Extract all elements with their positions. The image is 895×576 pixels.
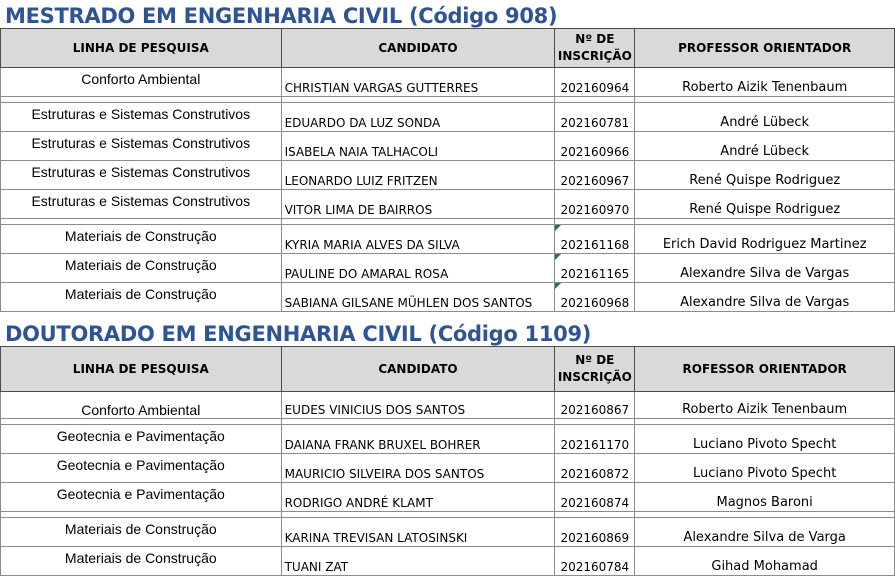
table-row: [1, 518, 895, 547]
cell-candidato: TUANI ZAT: [281, 547, 555, 576]
cell-orientador: Alexandre Silva de Vargas: [635, 283, 895, 312]
table-row: [1, 254, 895, 283]
table-row: [1, 283, 895, 312]
cell-linha: Geotecnia e Pavimentação: [1, 454, 282, 483]
table-row: [1, 103, 895, 132]
header-orientador: ROFESSOR ORIENTADOR: [635, 347, 895, 392]
comment-marker-icon: [555, 225, 561, 231]
header-candidato: CANDIDATO: [281, 347, 555, 392]
cell-candidato: SABIANA GILSANE MÜHLEN DOS SANTOS: [281, 283, 555, 312]
cell-orientador: Roberto Aizik Tenenbaum: [635, 392, 895, 419]
table-header-row: [1, 29, 895, 68]
cell-candidato: CHRISTIAN VARGAS GUTTERRES: [281, 68, 555, 97]
cell-orientador: André Lübeck: [635, 132, 895, 161]
cell-orientador: Alexandre Silva de Varga: [635, 518, 895, 547]
cell-inscricao: 202160967: [555, 161, 635, 190]
cell-inscricao: 202160867: [555, 392, 635, 419]
cell-orientador: Erich David Rodriguez Martinez: [635, 225, 895, 254]
cell-linha: Conforto Ambiental: [1, 68, 282, 97]
table-row: [1, 392, 895, 419]
table-row: [1, 225, 895, 254]
cell-linha: Conforto Ambiental: [1, 392, 282, 419]
cell-orientador: Luciano Pivoto Specht: [635, 425, 895, 454]
cell-linha: Estruturas e Sistemas Construtivos: [1, 190, 282, 219]
table-row: [1, 190, 895, 219]
cell-linha: Geotecnia e Pavimentação: [1, 425, 282, 454]
cell-candidato: EDUARDO DA LUZ SONDA: [281, 103, 555, 132]
cell-inscricao: 202160872: [555, 454, 635, 483]
table-row: [1, 132, 895, 161]
cell-linha: Estruturas e Sistemas Construtivos: [1, 103, 282, 132]
cell-linha: Materiais de Construção: [1, 225, 282, 254]
cell-inscricao: 202160964: [555, 68, 635, 97]
table-row: [1, 547, 895, 576]
comment-marker-icon: [555, 283, 561, 289]
cell-inscricao: 202160784: [555, 547, 635, 576]
cell-candidato: PAULINE DO AMARAL ROSA: [281, 254, 555, 283]
doutorado-table: [0, 346, 895, 576]
doutorado-title: DOUTORADO EM ENGENHARIA CIVIL (Código 1109): [5, 322, 592, 346]
header-linha: LINHA DE PESQUISA: [1, 29, 282, 68]
header-inscricao: Nº DE INSCRIÇÃO: [555, 29, 635, 68]
cell-orientador: Roberto Aizik Tenenbaum: [635, 68, 895, 97]
table-row: [1, 161, 895, 190]
cell-inscricao: 202160874: [555, 483, 635, 512]
cell-inscricao: 202161165: [555, 254, 635, 283]
cell-linha: Estruturas e Sistemas Construtivos: [1, 132, 282, 161]
cell-linha: Estruturas e Sistemas Construtivos: [1, 161, 282, 190]
comment-marker-icon: [555, 254, 561, 260]
cell-linha: Geotecnia e Pavimentação: [1, 483, 282, 512]
mestrado-title: MESTRADO EM ENGENHARIA CIVIL (Código 908): [5, 4, 558, 28]
cell-orientador: André Lübeck: [635, 103, 895, 132]
table-row: [1, 454, 895, 483]
header-candidato: CANDIDATO: [281, 29, 555, 68]
cell-inscricao: 202161168: [555, 225, 635, 254]
cell-candidato: KYRIA MARIA ALVES DA SILVA: [281, 225, 555, 254]
cell-inscricao: 202160869: [555, 518, 635, 547]
cell-candidato: DAIANA FRANK BRUXEL BOHRER: [281, 425, 555, 454]
mestrado-table: [0, 28, 895, 312]
cell-inscricao: 202160970: [555, 190, 635, 219]
cell-inscricao: 202160781: [555, 103, 635, 132]
cell-orientador: Luciano Pivoto Specht: [635, 454, 895, 483]
cell-orientador: Gihad Mohamad: [635, 547, 895, 576]
header-orientador: PROFESSOR ORIENTADOR: [635, 29, 895, 68]
cell-candidato: KARINA TREVISAN LATOSINSKI: [281, 518, 555, 547]
header-linha: LINHA DE PESQUISA: [1, 347, 282, 392]
cell-candidato: EUDES VINICIUS DOS SANTOS: [281, 392, 555, 419]
table-row: [1, 483, 895, 512]
table-row: [1, 68, 895, 97]
cell-candidato: MAURICIO SILVEIRA DOS SANTOS: [281, 454, 555, 483]
cell-linha: Materiais de Construção: [1, 547, 282, 576]
cell-orientador: René Quispe Rodriguez: [635, 161, 895, 190]
cell-inscricao: 202161170: [555, 425, 635, 454]
cell-inscricao: 202160966: [555, 132, 635, 161]
cell-linha: Materiais de Construção: [1, 254, 282, 283]
cell-candidato: VITOR LIMA DE BAIRROS: [281, 190, 555, 219]
cell-linha: Materiais de Construção: [1, 518, 282, 547]
cell-candidato: RODRIGO ANDRÉ KLAMT: [281, 483, 555, 512]
table-header-row: [1, 347, 895, 392]
cell-orientador: Alexandre Silva de Vargas: [635, 254, 895, 283]
cell-orientador: Magnos Baroni: [635, 483, 895, 512]
header-inscricao: Nº DE INSCRIÇÃO: [555, 347, 635, 392]
cell-orientador: René Quispe Rodriguez: [635, 190, 895, 219]
cell-inscricao: 202160968: [555, 283, 635, 312]
cell-candidato: LEONARDO LUIZ FRITZEN: [281, 161, 555, 190]
cell-linha: Materiais de Construção: [1, 283, 282, 312]
cell-candidato: ISABELA NAIA TALHACOLI: [281, 132, 555, 161]
table-row: [1, 425, 895, 454]
